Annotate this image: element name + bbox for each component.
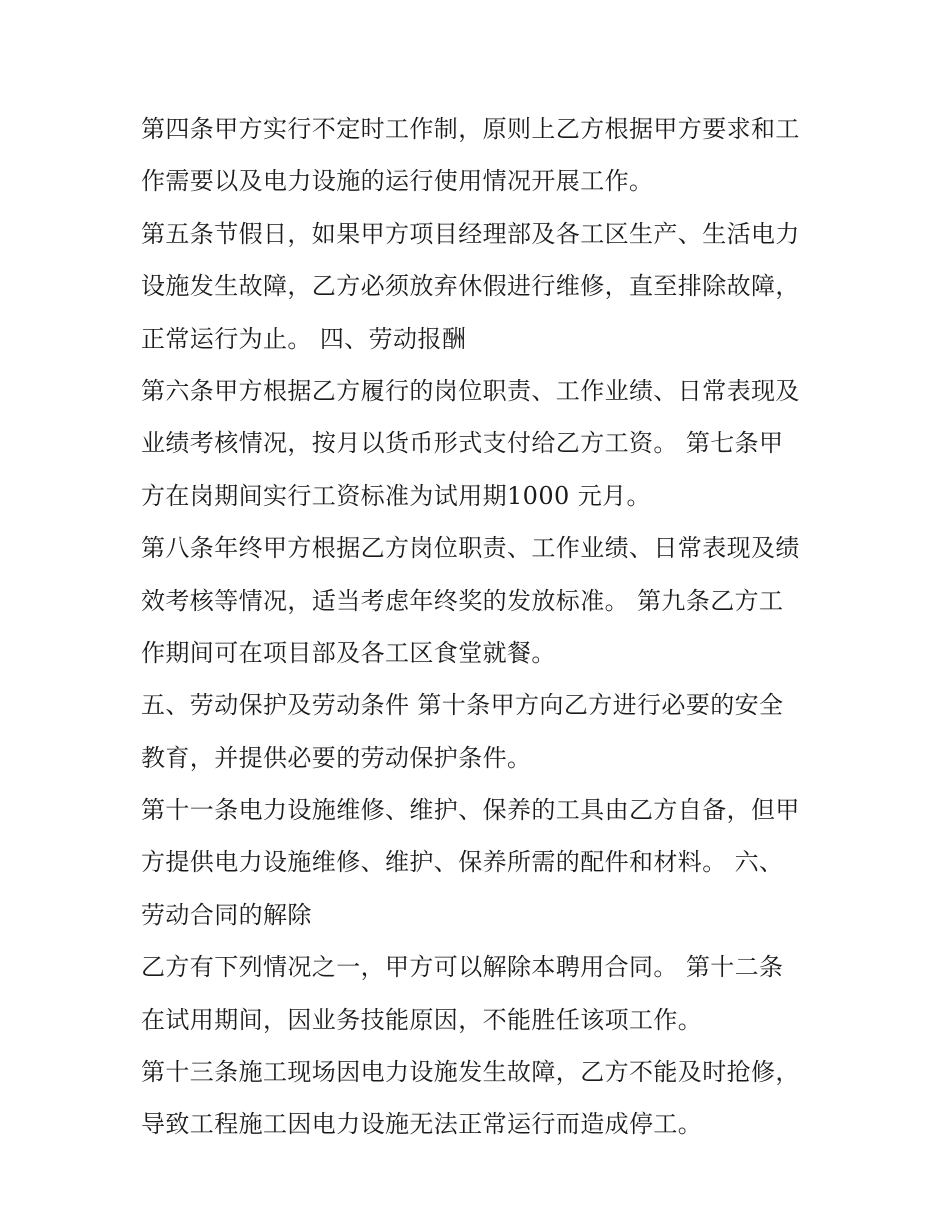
text-line: 教育，并提供必要的劳动保护条件。 <box>141 743 532 772</box>
text-line: 方在岗期间实行工资标准为试用期1000 元月。 <box>141 481 651 510</box>
text-line: 第八条年终甲方根据乙方岗位职责、工作业绩、日常表现及绩 <box>141 534 800 563</box>
text-line: 第四条甲方实行不定时工作制，原则上乙方根据甲方要求和工 <box>141 115 800 143</box>
text-line: 第十一条电力设施维修、维护、保养的工具由乙方自备，但甲 <box>141 796 800 825</box>
text-line: 效考核等情况，适当考虑年终奖的发放标准。 第九条乙方工 <box>141 586 784 615</box>
text-line: 劳动合同的解除 <box>141 900 312 929</box>
text-line: 五、劳动保护及劳动条件 第十条甲方向乙方进行必要的安全 <box>141 691 784 720</box>
text-line: 导致工程施工因电力设施无法正常运行而造成停工。 <box>141 1110 703 1139</box>
text-line: 在试用期间，因业务技能原因，不能胜任该项工作。 <box>141 1005 703 1034</box>
text-line: 方提供电力设施维修、维护、保养所需的配件和材料。 六、 <box>141 848 784 877</box>
text-line: 正常运行为止。 四、劳动报酬 <box>141 324 467 353</box>
text-line: 第六条甲方根据乙方履行的岗位职责、工作业绩、日常表现及 <box>141 376 800 405</box>
text-line: 作期间可在项目部及各工区食堂就餐。 <box>141 638 556 667</box>
text-line: 作需要以及电力设施的运行使用情况开展工作。 <box>141 167 654 196</box>
text-line: 第五条节假日，如果甲方项目经理部及各工区生产、生活电力 <box>141 219 800 248</box>
text-line: 乙方有下列情况之一，甲方可以解除本聘用合同。 第十二条 <box>141 953 784 982</box>
document-body <box>141 103 821 1151</box>
text-line: 第十三条施工现场因电力设施发生故障，乙方不能及时抢修， <box>141 1058 800 1087</box>
text-line: 业绩考核情况，按月以货币形式支付给乙方工资。 第七条甲 <box>141 429 784 458</box>
text-line: 设施发生故障，乙方必须放弃休假进行维修，直至排除故障， <box>141 272 800 301</box>
